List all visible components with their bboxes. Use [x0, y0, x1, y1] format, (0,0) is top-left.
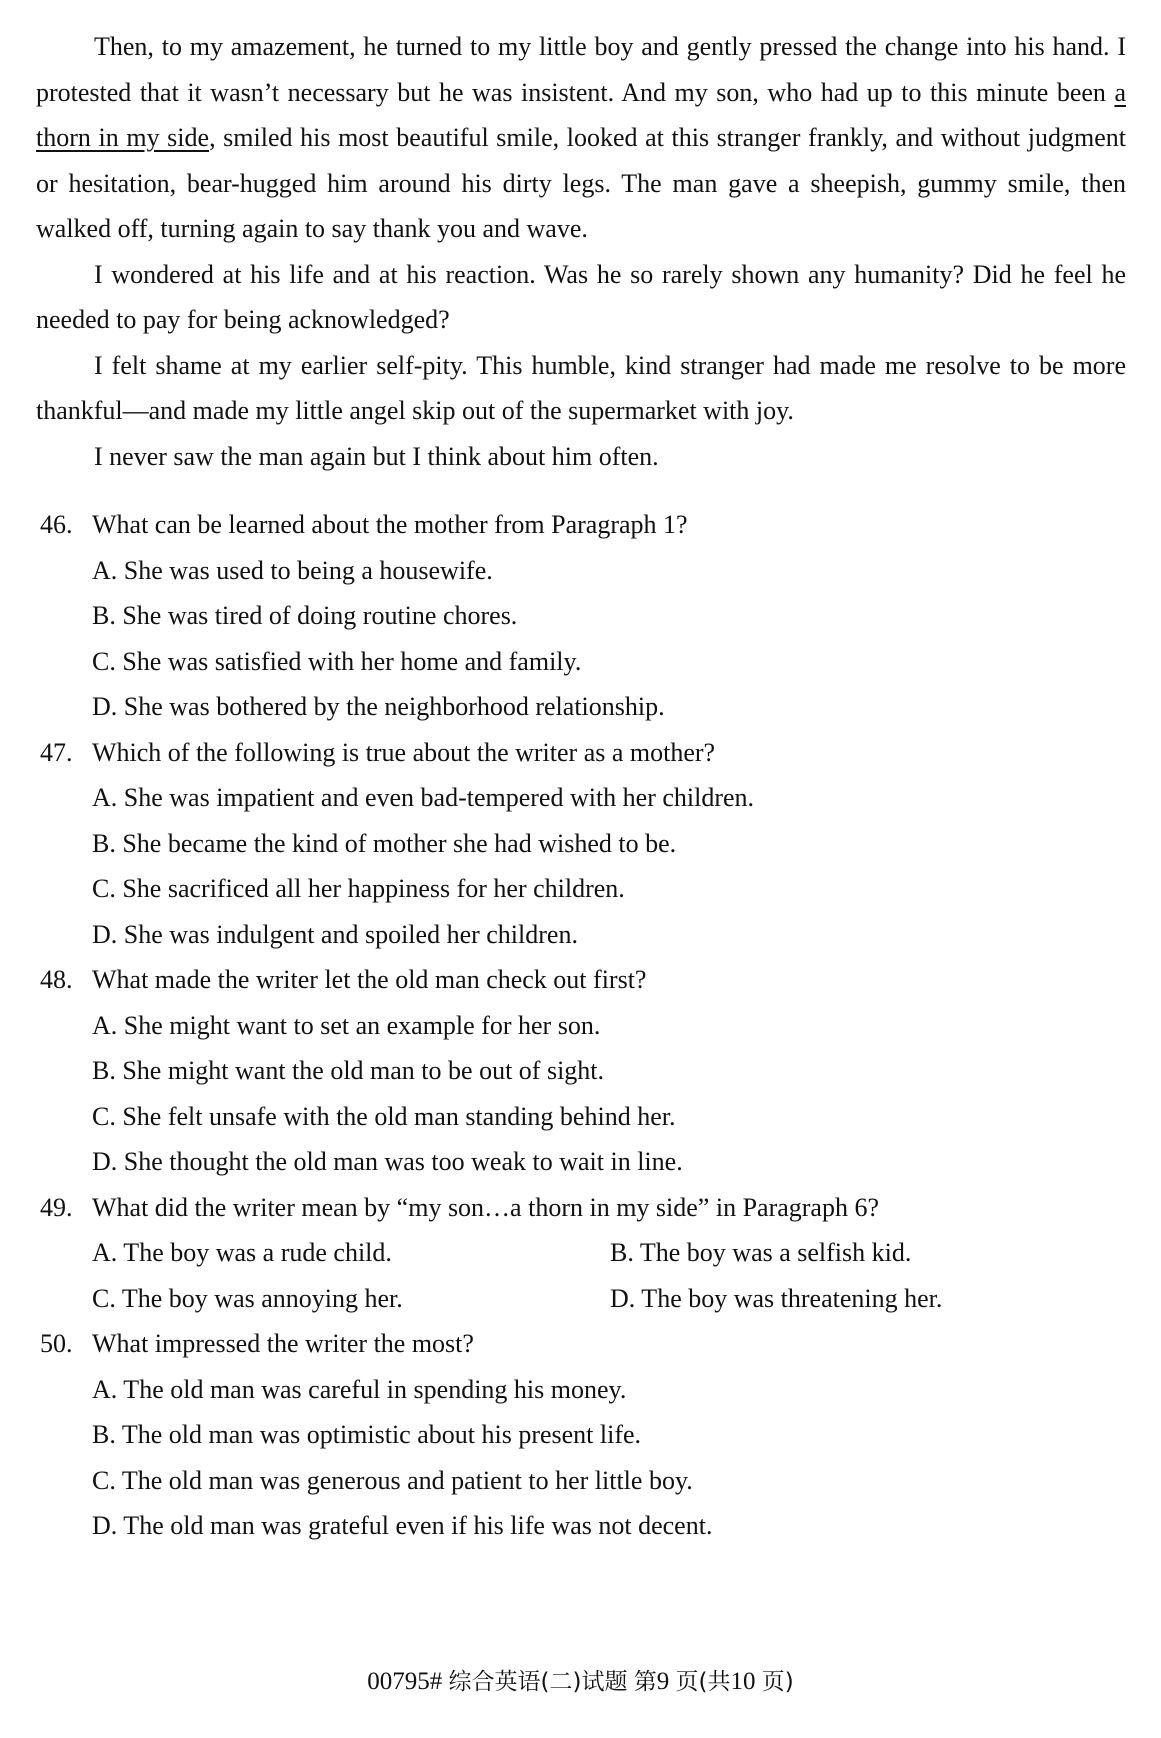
option-b: B. She was tired of doing routine chores.: [92, 601, 518, 630]
passage-text: , smiled his most beautiful smile, looked at this stranger frankly, and without judgment or hesitation, bear-hugged him around his dirty legs. The man gave a sheepish, gummy smile, then walked off, turning again to say thank you and wave.: [36, 123, 1126, 243]
total-pages: 10: [730, 1668, 756, 1695]
option-grid: [40, 1230, 1130, 1321]
option-c: C. The boy was annoying her.: [92, 1283, 403, 1313]
exam-code: 00795#: [367, 1668, 443, 1695]
option-c: C. She felt unsafe with the old man standing behind her.: [92, 1101, 676, 1131]
option-c: C. She was satisfied with her home and family.: [92, 646, 582, 676]
passage-paragraph: I never saw the man again but I think about him often.: [94, 441, 659, 471]
option-b: B. She might want the old man to be out of sight.: [92, 1056, 605, 1085]
option-b: B. The old man was optimistic about his present life.: [92, 1420, 642, 1449]
option-d: D. She thought the old man was too weak to wait in line.: [92, 1147, 683, 1176]
page-footer: [0, 1665, 1161, 1699]
question-text: What made the writer let the old man check out first?: [92, 965, 647, 994]
passage-paragraph: [36, 24, 1126, 252]
option-c: C. The old man was generous and patient to her little boy.: [92, 1465, 693, 1495]
option-d: D. She was indulgent and spoiled her children.: [92, 919, 578, 949]
option-a: A. She was impatient and even bad-tempered with her children.: [92, 783, 755, 812]
question-text: What did the writer mean by “my son…a thorn in my side” in Paragraph 6?: [92, 1192, 880, 1222]
option-d: D. The old man was grateful even if his life was not decent.: [92, 1511, 713, 1540]
underlined-phrase: a thorn in my side: [36, 77, 1126, 152]
passage-paragraph: I felt shame at my earlier self-pity. This humble, kind stranger had made me resolve to be more thankful—and made my little angel skip out of the supermarket with joy.: [36, 350, 1126, 425]
question-stem: [40, 502, 1130, 548]
question-number: 48.: [40, 965, 73, 994]
reading-passage: [36, 24, 1126, 479]
option-a: A. The boy was a rude child.: [92, 1238, 392, 1267]
question-47: [40, 730, 1130, 958]
option-d: D. She was bothered by the neighborhood relationship.: [92, 692, 665, 721]
page-number: 9: [656, 1668, 670, 1695]
option-a: A. She was used to being a housewife.: [92, 555, 493, 585]
page-label-prefix: 第: [633, 1669, 657, 1695]
option-b: B. The boy was a selfish kid.: [610, 1238, 912, 1267]
question-number: 47.: [40, 737, 73, 767]
option-a: A. The old man was careful in spending his money.: [92, 1374, 627, 1404]
page-label-suffix: 页): [761, 1669, 794, 1695]
question-text: What impressed the writer the most?: [92, 1329, 474, 1358]
passage-text: Then, to my amazement, he turned to my little boy and gently pressed the change into his hand. I protested that it wasn’t necessary but he was insistent. And my son, who had up to this minute been: [36, 32, 1126, 107]
question-list: [40, 502, 1130, 1549]
page-label-mid: 页(共: [675, 1669, 731, 1695]
question-49: [40, 1185, 1130, 1322]
question-number: 49.: [40, 1192, 73, 1222]
passage-paragraph: I wondered at his life and at his reaction. Was he so rarely shown any humanity? Did he feel he needed to pay for being acknowledged?: [36, 259, 1126, 334]
question-number: 46.: [40, 510, 73, 539]
option-c: C. She sacrificed all her happiness for her children.: [92, 874, 625, 903]
exam-title: 综合英语(二)试题: [448, 1669, 628, 1695]
question-stem: [40, 730, 1130, 776]
option-a: A. She might want to set an example for her son.: [92, 1010, 601, 1040]
option-b: B. She became the kind of mother she had wished to be.: [92, 828, 677, 858]
question-stem: [40, 1321, 1130, 1367]
question-46: [40, 502, 1130, 730]
question-stem: [40, 1185, 1130, 1231]
question-number: 50.: [40, 1329, 73, 1358]
option-d: D. The boy was threatening her.: [610, 1283, 943, 1313]
question-text: Which of the following is true about the writer as a mother?: [92, 737, 716, 767]
question-48: [40, 957, 1130, 1185]
question-50: [40, 1321, 1130, 1549]
question-stem: [40, 957, 1130, 1003]
question-text: What can be learned about the mother from Paragraph 1?: [92, 510, 688, 539]
